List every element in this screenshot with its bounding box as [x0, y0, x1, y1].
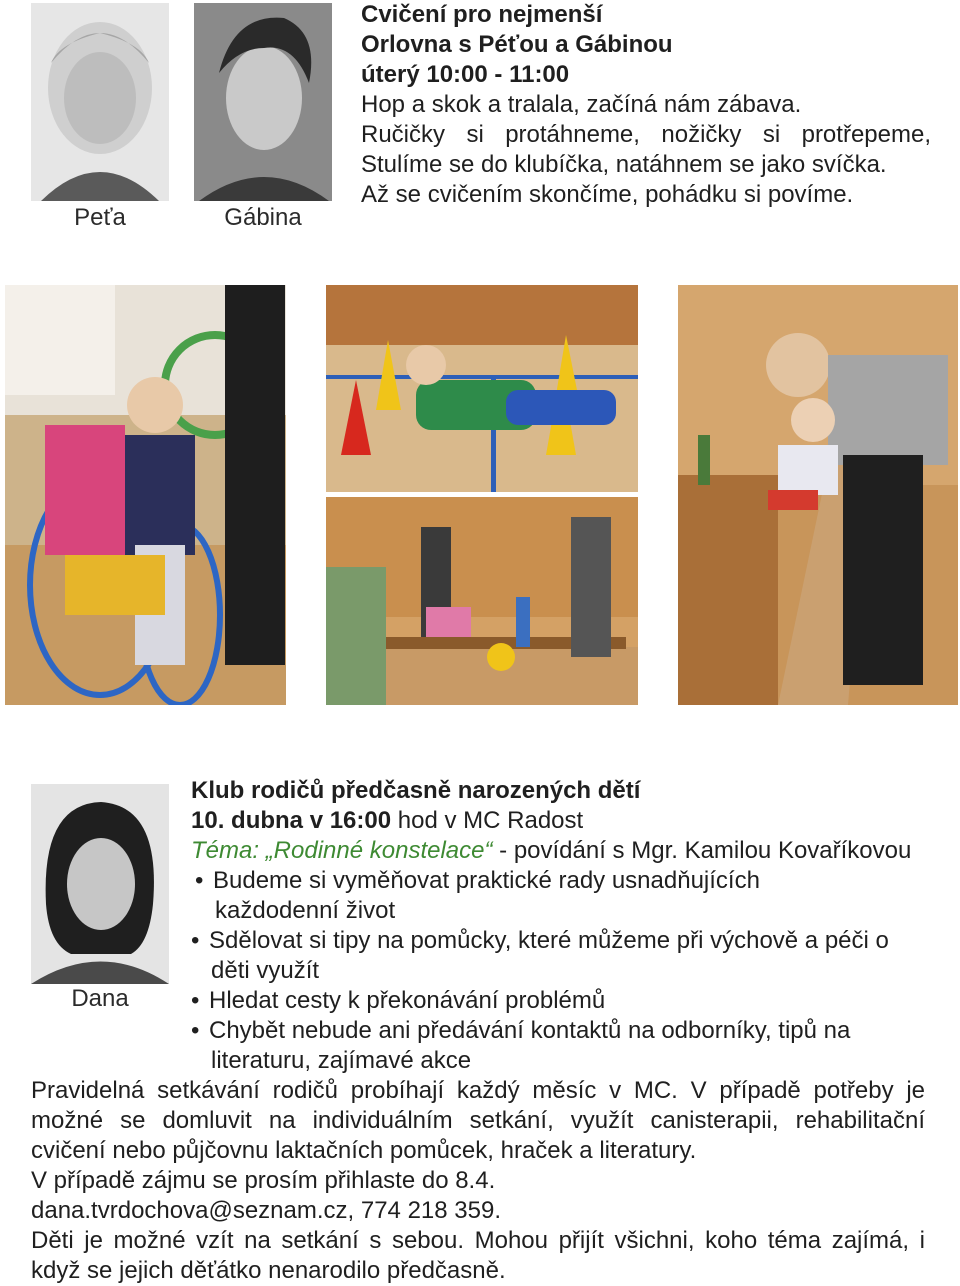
exercise-place: Orlovna s Péťou a Gábinou	[361, 31, 673, 58]
poem-line: Stulíme se do klubíčka, natáhnem se jako svíčka.	[361, 151, 887, 178]
klub-topic-rest: - povídání s Mgr. Kamilou Kovaříkovou	[492, 837, 912, 864]
klub-date-bold: 10. dubna v 16:00	[191, 807, 392, 834]
bullet-line: každodenní život	[215, 897, 396, 924]
klub-date	[191, 806, 931, 836]
photo-hoops	[5, 285, 286, 705]
list-item	[191, 926, 931, 986]
caption-dana: Dana	[71, 985, 129, 1012]
photo-bench-group	[326, 497, 638, 705]
klub-date-rest: hod v MC Radost	[391, 807, 584, 834]
photo-slide	[678, 285, 958, 705]
exercise-info	[361, 0, 931, 210]
klub-info	[191, 776, 931, 1076]
bullet-line: Sdělovat si tipy na pomůcky, které můžeme při výchově a péči o	[209, 927, 889, 954]
exercise-title: Cvičení pro nejmenší	[361, 1, 603, 28]
klub-topic-label: Téma: „Rodinné konstelace“	[191, 837, 493, 864]
poem-line: Ručičky si protáhneme, nožičky si protřepeme,	[361, 121, 931, 148]
footer-line: když se jejich děťátko nenarodilo předčasně.	[31, 1257, 506, 1284]
bullet-line: Hledat cesty k překonávání problémů	[209, 987, 606, 1014]
bullet-line: literaturu, zajímavé akce	[211, 1047, 472, 1074]
footer-line: Děti je možné vzít na setkání s sebou. Mohou přijít všichni, koho téma zajímá, i	[31, 1227, 925, 1254]
portrait-dana	[31, 784, 169, 984]
footer-line: cvičení nebo půjčovnu laktačních pomůcek, hraček a literatury.	[31, 1137, 697, 1164]
klub-title: Klub rodičů předčasně narozených dětí	[191, 777, 641, 804]
poem-line: Až se cvičením skončíme, pohádku si povíme.	[361, 181, 854, 208]
poem-line: Hop a skok a tralala, začíná nám zábava.	[361, 91, 802, 118]
footer-contact: dana.tvrdochova@seznam.cz, 774 218 359.	[31, 1197, 501, 1224]
footer-text	[31, 1076, 925, 1286]
list-item	[195, 866, 931, 926]
list-item	[191, 1016, 931, 1076]
footer-line: Pravidelná setkávání rodičů probíhají každý měsíc v MC. V případě potřeby je	[31, 1077, 925, 1104]
portrait-gabina	[194, 3, 332, 201]
footer-line: V případě zájmu se prosím přihlaste do 8.4.	[31, 1167, 496, 1194]
list-item	[191, 986, 931, 1016]
footer-line: možné se domluvit na individuálním setkání, využít canisterapii, rehabilitační	[31, 1107, 925, 1134]
bullet-line: Chybět nebude ani předávání kontaktů na odborníky, tipů na	[209, 1017, 851, 1044]
caption-gabina: Gábina	[224, 204, 302, 231]
klub-bullets	[191, 866, 931, 1076]
photo-cones	[326, 285, 638, 492]
klub-topic	[191, 836, 931, 866]
exercise-time: úterý 10:00 - 11:00	[361, 61, 570, 88]
bullet-line: Budeme si vyměňovat praktické rady usnadňujících	[213, 867, 760, 894]
portrait-peta	[31, 3, 169, 201]
caption-peta: Peťa	[74, 204, 126, 231]
bullet-line: děti využít	[211, 957, 320, 984]
